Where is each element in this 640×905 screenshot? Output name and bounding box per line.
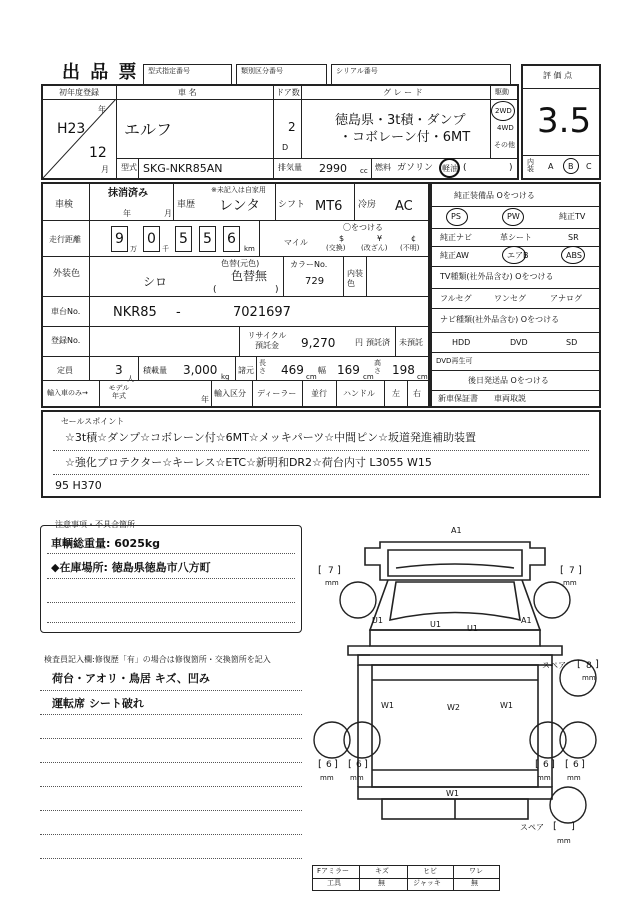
airbag-circle xyxy=(502,246,526,264)
chassis-number: 7021697 xyxy=(233,305,291,320)
type-approval-box: 型式指定番号 xyxy=(143,64,232,86)
reg-era: H23 xyxy=(57,121,86,137)
sales-line1: ☆3t積☆ダンプ☆コボレーン付☆6MT☆メッキパーツ☆中間ピン☆坂道発進補助装置 xyxy=(65,431,476,444)
sales-line3: 95 H370 xyxy=(55,479,102,492)
vehicle-detail-block: 車検 抹消済み 年 月 ※未記入は自家用 車歴 レンタ シフト MT6 冷房 AC 走行距離 9 万 0 千 5 5 6 km マイル 〇をつける $ (交換) ¥ (改ざん) ¢ (不明) 外装色 シロ 色替(元色) 色替無 ( ) カラーNo. 729 内装 色 車台No. NKR85 - 7021697 登録No. リサイクル 預託金 9,270 円 預託済 未預託 定員 3 人 積載量 3,000 kg 諸元 長さ 469 cm 幅 169 cm 高さ 198 cm 輸入車のみ→ モデル 年式 年 輸入区分 ディーラー 並行 ハンドル 左 右 xyxy=(41,182,430,408)
score-box: 評 価 点 3.5 内装 A B C xyxy=(521,64,601,180)
ps-circle xyxy=(446,208,468,226)
abs-circle xyxy=(561,246,585,264)
colorno-value: 729 xyxy=(305,276,325,287)
drive-circle xyxy=(491,101,515,121)
ac-value: AC xyxy=(395,199,413,214)
height-value: 198 xyxy=(392,363,415,377)
capacity-value: 3 xyxy=(115,363,123,377)
inspector-line2: 運転席 シート破れ xyxy=(52,697,144,710)
equipment-block: 純正装備品 Oをつける PS PW 純正TV 純正ナビ 革シート SR 純正AW エアB ABS TV種類(社外品含む) Oをつける フルセグ ワンセグ アナログ ナビ種類(社外品含む) Oをつける HDD DVD SD DVD再生可 後日発送品 Oをつける 新車保証書 車両取説 xyxy=(430,182,601,408)
truck-diagram xyxy=(310,520,600,860)
damage-legend-table: Fアミラー キズ ヒビ ワレ 工具 無 ジャッキ 無 xyxy=(312,865,500,891)
sales-point-box: セールスポイント ☆3t積☆ダンプ☆コボレーン付☆6MT☆メッキパーツ☆中間ピン☆坂道発進補助装置 ☆強化プロテクター☆キーレス☆ETC☆新明和DR2☆荷台内寸 L3055 W15 95 H370 xyxy=(41,410,601,498)
shaken-value: 抹消済み xyxy=(108,188,148,199)
fuel-circle xyxy=(439,158,460,178)
model-code: SKG-NKR85AN xyxy=(143,162,223,175)
interior-grade-circle xyxy=(563,158,579,174)
history-value: レンタ xyxy=(219,198,261,214)
notes-box xyxy=(40,525,302,633)
displacement: 2990 xyxy=(319,162,347,175)
grade-line1: 徳島県・3t積・ダンプ xyxy=(335,113,466,128)
notes-line2: ◆在庫場所: 徳島県徳島市八方町 xyxy=(51,561,211,574)
grade-line2: ・コボレーン付・6MT xyxy=(339,130,471,145)
chassis-model: NKR85 xyxy=(113,305,157,320)
notes-line1: 車輌総重量: 6025kg xyxy=(51,537,161,550)
page-title: 出 品 票 xyxy=(62,62,139,83)
color-value: シロ xyxy=(143,275,168,289)
score-value: 3.5 xyxy=(537,101,592,141)
doors: 2 xyxy=(288,120,296,134)
load-value: 3,000 xyxy=(183,363,218,377)
reg-month: 12 xyxy=(89,145,107,161)
car-name: エルフ xyxy=(124,120,173,139)
class-number-box: 類別区分番号 xyxy=(236,64,327,86)
inspector-line1: 荷台・アオリ・鳥居 キズ、凹み xyxy=(52,672,210,685)
color-change-value: 色替無 xyxy=(231,269,268,283)
pw-circle xyxy=(502,208,524,226)
width-value: 169 xyxy=(337,363,360,377)
basic-info-block: 初年度登録 年 H23 12 月 車 名 エルフ ドア数 2 D グ レ ー ド 徳島県・3t積・ダンプ ・コボレーン付・6MT 駆動 2WD 4WD その他 型式 SKG-NKR85AN 排気量 2990 cc 燃料 ガソリン 軽油 ( ) xyxy=(41,84,519,180)
length-value: 469 xyxy=(281,363,304,377)
sales-line2: ☆強化プロテクター☆キーレス☆ETC☆新明和DR2☆荷台内寸 L3055 W15 xyxy=(65,456,432,469)
shift-value: MT6 xyxy=(315,199,343,214)
serial-number-box: シリアル番号 xyxy=(331,64,511,86)
recycle-value: 9,270 xyxy=(301,336,336,350)
